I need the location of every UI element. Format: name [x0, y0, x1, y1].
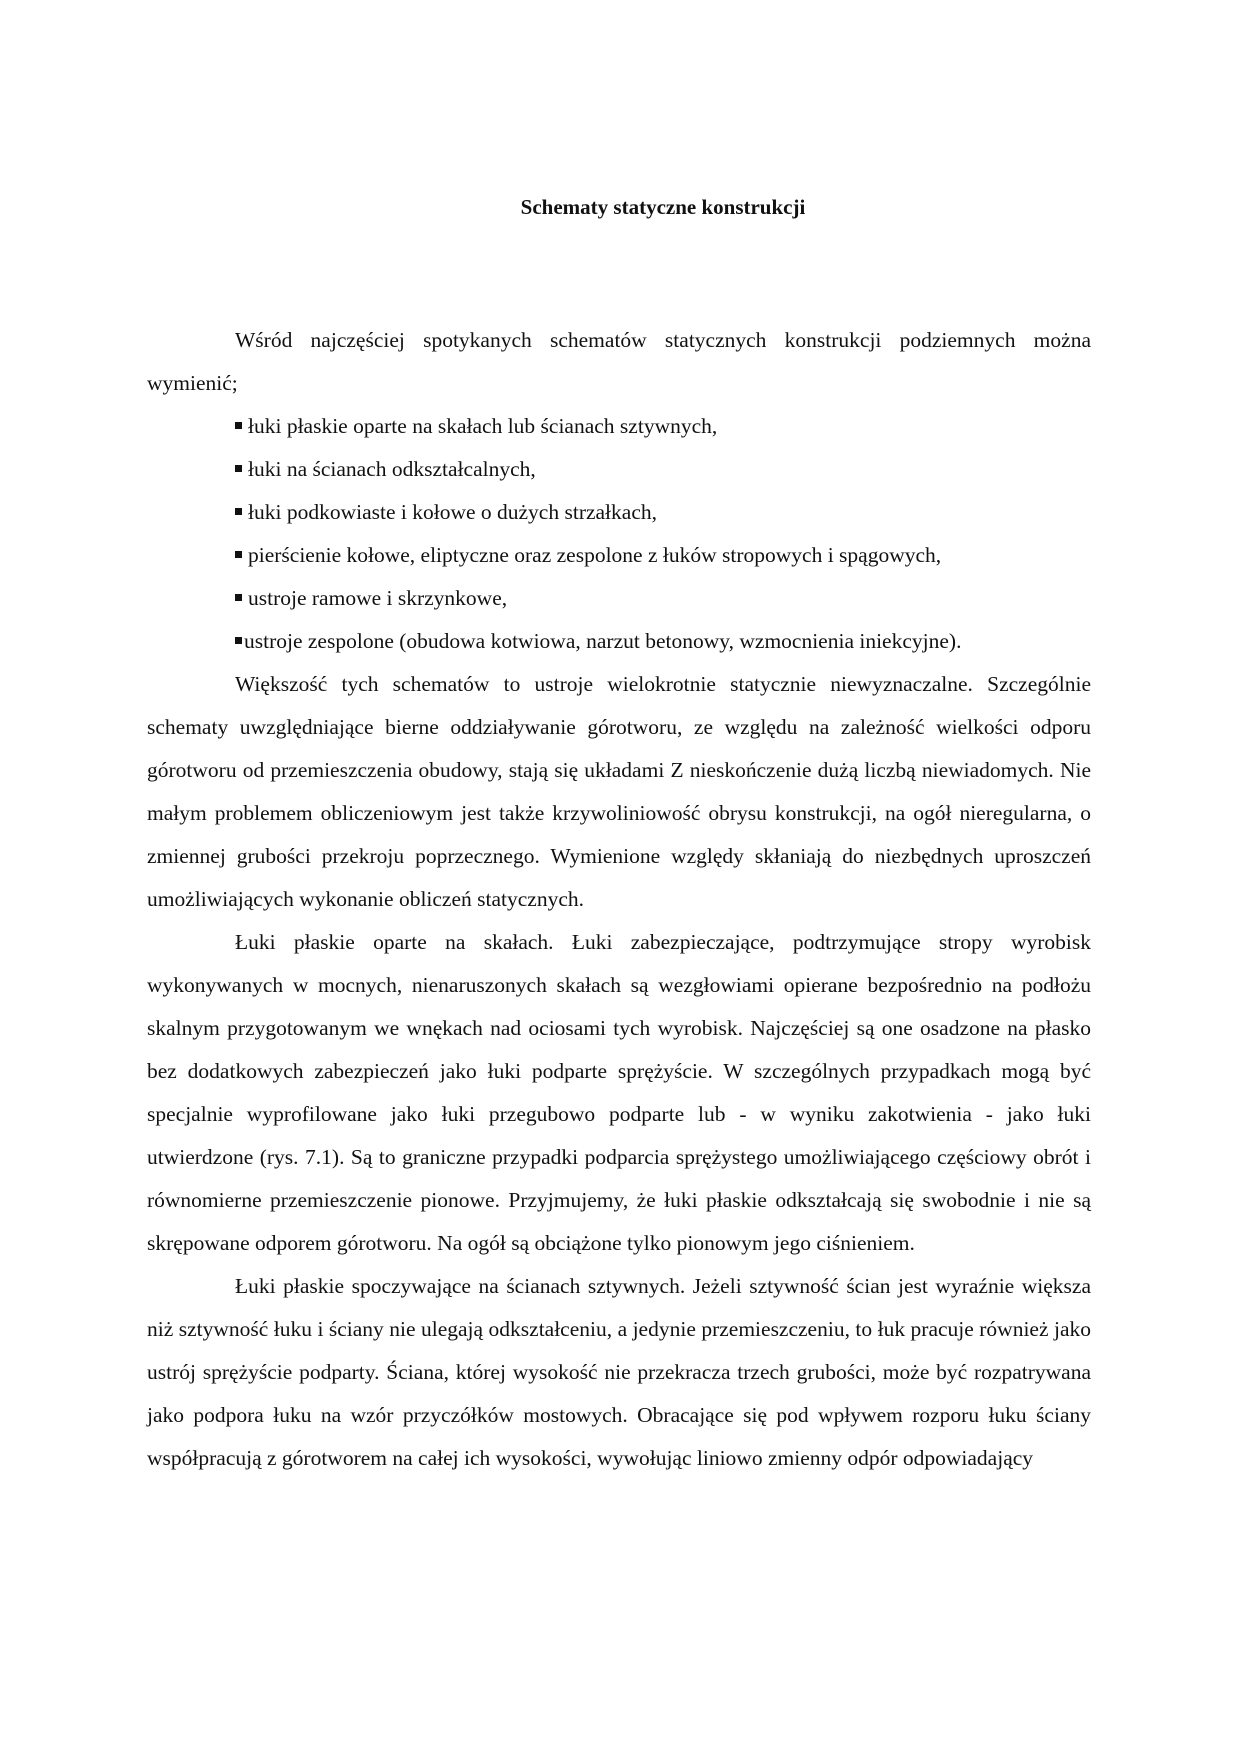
- list-item: [235, 577, 1091, 620]
- body-paragraph: Łuki płaskie spoczywające na ścianach sztywnych. Jeżeli sztywność ścian jest wyraźnie większa niż sztywność łuku i ściany nie ulegają odkształceniu, a jedynie przemieszczeniu, to łuk pracuje również jako ustrój sprężyście podparty. Ściana, której wysokość nie przekracza trzech grubości, może być rozpatrywana jako podpora łuku na wzór przyczółków mostowych. Obracające się pod wpływem rozporu łuku ściany współpracują z górotworem na całej ich wysokości, wywołując liniowo zmienny odpór odpowiadający: [147, 1274, 1091, 1470]
- bullet-icon: [235, 637, 242, 644]
- list-item-text: pierścienie kołowe, eliptyczne oraz zespolone z łuków stropowych i spągowych,: [248, 543, 942, 567]
- list-item: [235, 405, 1091, 448]
- page-title: Schematy statyczne konstrukcji: [520, 195, 806, 219]
- list-item: [235, 534, 1091, 577]
- document-body: [147, 319, 1091, 1480]
- bullet-icon: [235, 594, 242, 601]
- list-item: [235, 620, 1091, 663]
- bullet-icon: [235, 465, 242, 472]
- list-item: [235, 448, 1091, 491]
- bullet-icon: [235, 551, 242, 558]
- body-paragraph: Większość tych schematów to ustroje wielokrotnie statycznie niewyznaczalne. Szczególnie schematy uwzględniające bierne oddziaływanie górotworu, ze względu na zależność wielkości odporu górotworu od przemieszczenia obudowy, stają się układami Z nieskończenie dużą liczbą niewiadomych. Nie małym problemem obliczeniowym jest także krzywoliniowość obrysu konstrukcji, na ogół nieregularna, o zmiennej grubości przekroju poprzecznego. Wymienione względy skłaniają do niezbędnych uproszczeń umożliwiających wykonanie obliczeń statycznych.: [147, 672, 1091, 911]
- list-item: [235, 491, 1091, 534]
- list-item-text: łuki płaskie oparte na skałach lub ścianach sztywnych,: [248, 414, 718, 438]
- list-item-text: łuki podkowiaste i kołowe o dużych strzałkach,: [248, 500, 657, 524]
- list-item-text: łuki na ścianach odkształcalnych,: [248, 457, 536, 481]
- body-paragraph: Łuki płaskie oparte na skałach. Łuki zabezpieczające, podtrzymujące stropy wyrobisk wykonywanych w mocnych, nienaruszonych skałach są wezgłowiami opierane bezpośrednio na podłożu skalnym przygotowanym we wnękach nad ociosami tych wyrobisk. Najczęściej są one osadzone na płasko bez dodatkowych zabezpieczeń jako łuki podparte sprężyście. W szczególnych przypadkach mogą być specjalnie wyprofilowane jako łuki przegubowo podparte lub - w wyniku zakotwienia - jako łuki utwierdzone (rys. 7.1). Są to graniczne przypadki podparcia sprężystego umożliwiającego częściowy obrót i równomierne przemieszczenie pionowe. Przyjmujemy, że łuki płaskie odkształcają się swobodnie i nie są skrępowane odporem górotworu. Na ogół są obciążone tylko pionowym jego ciśnieniem.: [147, 930, 1091, 1255]
- list-item-text: ustroje zespolone (obudowa kotwiowa, narzut betonowy, wzmocnienia iniekcyjne).: [244, 629, 962, 653]
- intro-paragraph: Wśród najczęściej spotykanych schematów statycznych konstrukcji podziemnych można wymienić;: [147, 328, 1091, 395]
- bullet-icon: [235, 422, 242, 429]
- bullet-icon: [235, 508, 242, 515]
- bullet-list: [147, 405, 1091, 663]
- list-item-text: ustroje ramowe i skrzynkowe,: [248, 586, 508, 610]
